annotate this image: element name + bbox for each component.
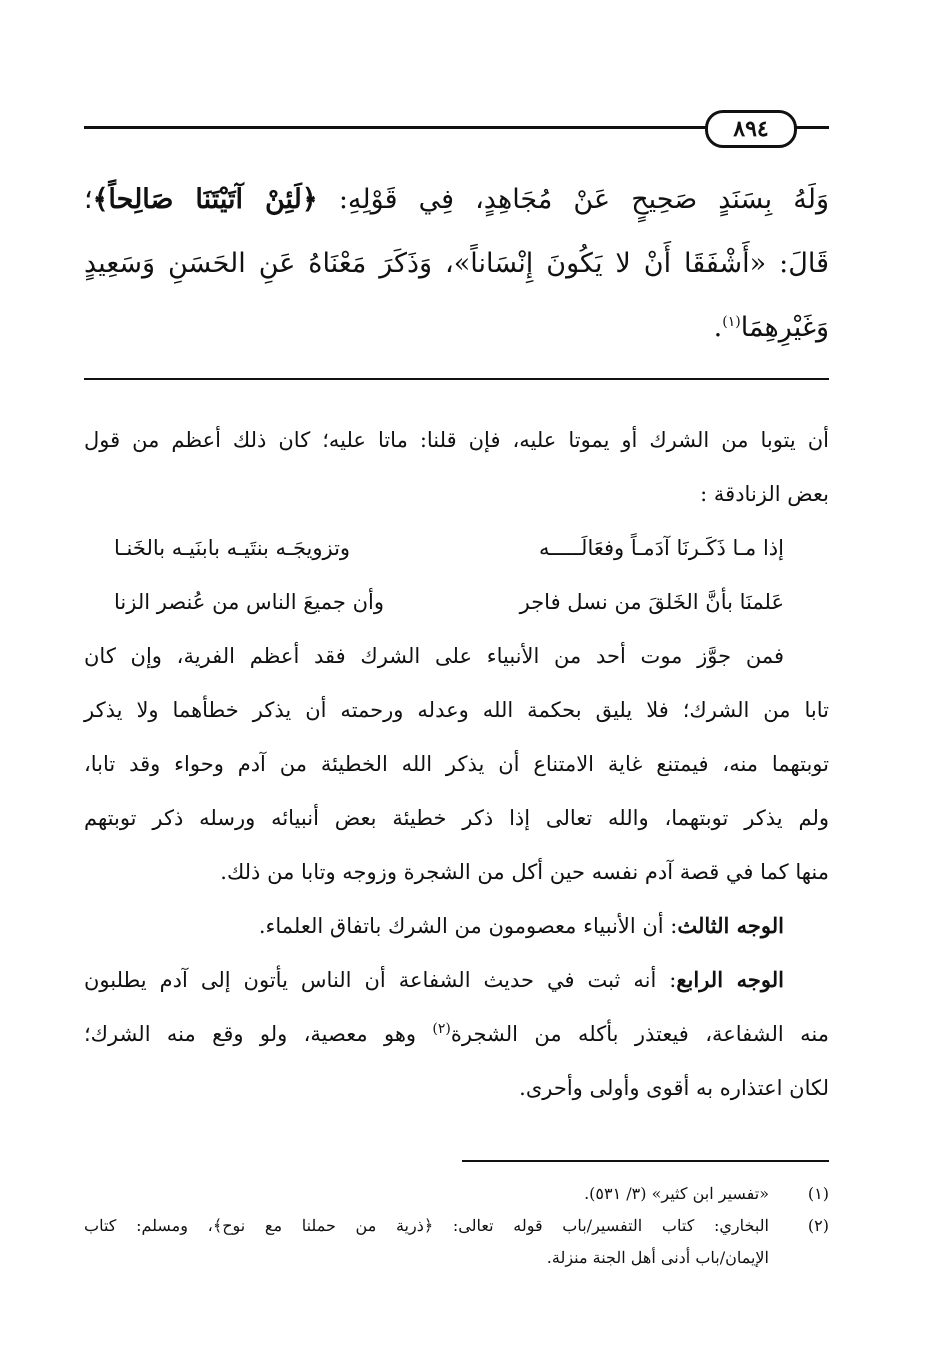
page-number: ٨٩٤ <box>705 110 797 148</box>
footnote-ref-2[interactable]: (٢) <box>432 1021 451 1037</box>
verse-1-second-hemistich: وتزويجَـه بنتَيـه بابنَيـه بالخَنـا <box>114 536 351 560</box>
verse-1-first-hemistich: إذا مـا ذَكَـرنَا آدَمـاً وفعَالَـــــه <box>539 536 784 560</box>
footnote-separator <box>462 1160 829 1162</box>
upper-line-2-text: قَالَ: «أَشْفَقَا أَنْ لا يَكُونَ إِنْسَاناً»، وَذَكَرَ مَعْنَاهُ عَنِ الحَسَنِ وَسَعِيدٍ <box>84 248 829 279</box>
quran-quote: ﴿لَئِنْ آتَيْتَنَا صَالِحاً﴾ <box>92 184 318 215</box>
verse-2-second-hemistich: وأن جميعَ الناس من عُنصر الزنا <box>114 590 384 614</box>
footnote-line: «تفسير ابن كثير» (٣/ ٥٣١). <box>584 1184 769 1203</box>
footnote-ref-1[interactable]: (١) <box>722 314 741 330</box>
fourth-aspect-text-2b: وهو معصية، ولو وقع منه الشرك؛ <box>84 1022 433 1046</box>
third-aspect-text: : أن الأنبياء معصومون من الشرك باتفاق العلماء. <box>258 914 678 938</box>
footnote-line: الإيمان/باب أدنى أهل الجنة منزلة. <box>546 1248 769 1267</box>
footnote-2 <box>84 1210 829 1274</box>
fourth-aspect-text-2a: منه الشفاعة، فيعتذر بأكله من الشجرة <box>450 1022 829 1046</box>
fourth-aspect-line-2 <box>84 1012 829 1066</box>
body-line: توبتهما منه، فيمتنع غاية الامتناع أن يذكر الله الخطيئة من آدم وحواء وقد تابا، <box>84 752 829 776</box>
footnote-1 <box>84 1178 829 1210</box>
section-divider <box>84 378 829 380</box>
body-line: بعض الزنادقة : <box>700 482 829 506</box>
fourth-aspect-label: الوجه الرابع <box>676 967 784 992</box>
quoted-report-block <box>84 168 829 360</box>
footnote-number: (١) <box>807 1184 829 1203</box>
third-aspect-label: الوجه الثالث <box>677 913 784 938</box>
body-line: فمن جوَّز موت أحد من الأنبياء على الشرك فقد أعظم الفرية، وإن كان <box>84 644 784 668</box>
upper-line-1-text: وَلَهُ بِسَنَدٍ صَحِيحٍ عَنْ مُجَاهِدٍ، فِي قَوْلِهِ: <box>317 184 829 215</box>
fourth-aspect-line-3: لكان اعتذاره به أقوى وأولى وأحرى. <box>519 1076 829 1100</box>
upper-line-2 <box>84 232 829 296</box>
upper-line-3-text: وَغَيْرِهِمَا <box>740 312 829 343</box>
fourth-aspect-line-1 <box>84 958 829 1012</box>
body-line: تابا من الشرك؛ فلا يليق بحكمة الله وعدله ورحمته أن يذكر خطأهما ولا يذكر <box>84 698 829 722</box>
footnote-line: البخاري: كتاب التفسير/باب قوله تعالى: ﴿ذرية من حملنا مع نوح﴾، ومسلم: كتاب <box>84 1216 769 1235</box>
footnote-body <box>84 1210 769 1274</box>
footnotes <box>84 1178 829 1274</box>
body-line: منها كما في قصة آدم نفسه حين أكل من الشجرة وزوجه وتابا من ذلك. <box>220 860 829 884</box>
fourth-aspect-text-1: : أنه ثبت في حديث الشفاعة أن الناس يأتون إلى آدم يطلبون <box>84 968 677 992</box>
upper-line-3 <box>84 296 829 360</box>
upper-line-3-punct: . <box>713 312 723 343</box>
footnote-number: (٢) <box>807 1216 829 1235</box>
upper-line-1 <box>84 168 829 232</box>
footnote-body <box>84 1178 769 1210</box>
verse-2 <box>84 580 829 634</box>
verse-1 <box>84 526 829 580</box>
body-line: أن يتوبا من الشرك أو يموتا عليه، فإن قلنا: ماتا عليه؛ كان ذلك أعظم من قول <box>84 428 829 452</box>
body-line: ولم يذكر توبتهما، والله تعالى إذا ذكر خطيئة بعض أنبيائه ورسله ذكر توبتهم <box>84 806 829 830</box>
third-aspect <box>84 904 829 958</box>
verse-2-first-hemistich: عَلمنَا بأنَّ الخَلقَ من نسل فاجر <box>519 590 784 614</box>
upper-line-1-punct: ؛ <box>84 184 93 215</box>
main-body <box>84 418 829 1120</box>
